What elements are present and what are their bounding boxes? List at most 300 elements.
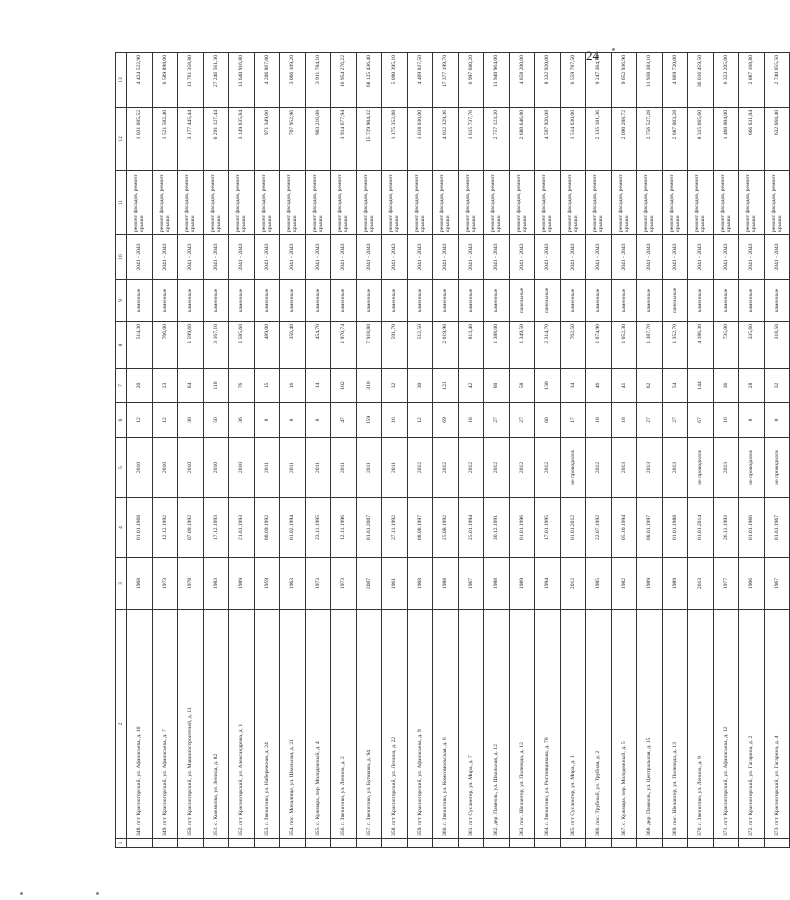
address-cell: 371. пгт Красногорский, ул. Афанасьева, д. 12	[713, 610, 739, 839]
commission-year-cell: 1961	[382, 558, 408, 610]
last-renovation-cell: 2011	[331, 438, 357, 498]
total-cost-cell: 5 090 395,10	[382, 53, 408, 108]
commission-year-cell: 1963	[280, 558, 306, 610]
total-cost-cell: 4 424 522,90	[127, 53, 153, 108]
commission-year-cell: 1959	[254, 558, 280, 610]
table-body	[127, 53, 790, 848]
wall-material-cell: каменные	[280, 280, 306, 322]
date-cell: 01.01.1967	[764, 498, 790, 558]
row-number-cell	[713, 839, 739, 848]
table-row	[127, 53, 153, 848]
date-cell: 22.07.1992	[586, 498, 612, 558]
work-type-cell: ремонт фасадов, ремонт крыши	[433, 171, 459, 235]
total-cost-cell: 9 052 936,90	[611, 53, 637, 108]
address-cell: 366. пос. Трубный, ул. Трубная, д. 2	[586, 610, 612, 839]
total-cost-cell: 3 911 784,10	[305, 53, 331, 108]
column-header: 10	[116, 235, 127, 280]
row-number-cell	[739, 839, 765, 848]
area-cell: 318,50	[764, 322, 790, 369]
last-renovation-cell: 2011	[254, 438, 280, 498]
work-type-cell: ремонт фасадов, ремонт крыши	[509, 171, 535, 235]
total-cost-cell: 13 640 916,80	[229, 53, 255, 108]
row-number-cell	[637, 839, 663, 848]
column-header: 9	[116, 280, 127, 322]
apartments-cell: 12	[127, 403, 153, 438]
wall-material-cell: каменные	[739, 280, 765, 322]
row-number-cell	[229, 839, 255, 848]
apartments-cell: 18	[611, 403, 637, 438]
date-cell: 25.08.1992	[433, 498, 459, 558]
last-renovation-cell: 2011	[280, 438, 306, 498]
last-renovation-cell: 2010	[178, 438, 204, 498]
row-number-cell	[280, 839, 306, 848]
work-type-cell: ремонт фасадов, ремонт крыши	[305, 171, 331, 235]
column-header: 3	[116, 558, 127, 610]
address-cell: 355. с. Кужмара, пер. Молодежный, д. 4	[305, 610, 331, 839]
commission-year-cell: 1982	[611, 558, 637, 610]
row-number-cell	[178, 839, 204, 848]
column-header: 8	[116, 322, 127, 369]
last-renovation-cell: 2011	[305, 438, 331, 498]
work-type-cell: ремонт фасадов, ремонт крыши	[152, 171, 178, 235]
cost-cell: 15 729 904,32	[356, 108, 382, 171]
work-type-cell: ремонт фасадов, ремонт крыши	[535, 171, 561, 235]
area-cell: 1 074,90	[586, 322, 612, 369]
residents-cell: 110	[203, 369, 229, 403]
wall-material-cell: каменные	[382, 280, 408, 322]
work-type-cell: ремонт фасадов, ремонт крыши	[203, 171, 229, 235]
area-cell: 762,50	[560, 322, 586, 369]
row-number-cell	[509, 839, 535, 848]
cost-cell: 4 012 329,36	[433, 108, 459, 171]
table-row	[203, 53, 229, 848]
row-number-cell	[764, 839, 790, 848]
work-type-cell: ремонт фасадов, ремонт крыши	[484, 171, 510, 235]
table-row	[535, 53, 561, 848]
residents-cell: 16	[280, 369, 306, 403]
wall-material-cell: каменные	[637, 280, 663, 322]
area-cell: 735,00	[713, 322, 739, 369]
wall-material-cell: каменные	[560, 280, 586, 322]
apartments-cell: 16	[713, 403, 739, 438]
residents-cell: 46	[586, 369, 612, 403]
residents-cell: 36	[713, 369, 739, 403]
address-cell: 370. г. Звенигово, ул. Ленина, д. 9	[688, 610, 714, 839]
wall-material-cell: каменные	[331, 280, 357, 322]
commission-year-cell: 1966	[739, 558, 765, 610]
repair-period-cell: 2041 - 2043	[535, 235, 561, 280]
cost-cell: 1 514 630,00	[560, 108, 586, 171]
commission-year-cell: 1989	[509, 558, 535, 610]
apartments-cell: 8	[739, 403, 765, 438]
area-cell: 1 352,70	[662, 322, 688, 369]
date-cell: 01.01.1988	[662, 498, 688, 558]
date-cell: 01.02.1994	[280, 498, 306, 558]
column-header: 1	[116, 839, 127, 848]
commission-year-cell: 1989	[229, 558, 255, 610]
area-cell: 1 052,30	[611, 322, 637, 369]
repair-period-cell: 2041 - 2043	[356, 235, 382, 280]
total-cost-cell: 9 247 364,70	[586, 53, 612, 108]
apartments-cell: 12	[407, 403, 433, 438]
residents-cell: 54	[662, 369, 688, 403]
last-renovation-cell: 2011	[382, 438, 408, 498]
page-number: 24	[586, 48, 599, 63]
apartments-cell: 8	[280, 403, 306, 438]
address-cell: 364. г. Звенигово, ул. Ростовщикова, д. 78	[535, 610, 561, 839]
area-cell: 1 970,74	[331, 322, 357, 369]
table-row	[662, 53, 688, 848]
address-cell: 359. пгт Красногорский, ул. Афанасьева, д. 9	[407, 610, 433, 839]
column-header: 5	[116, 438, 127, 498]
total-cost-cell: 6 323 205,00	[713, 53, 739, 108]
cost-cell: 2 680 646,80	[509, 108, 535, 171]
commission-year-cell: 1968	[127, 558, 153, 610]
wall-material-cell: каменные	[178, 280, 204, 322]
wall-material-cell: каменные	[688, 280, 714, 322]
row-number-cell	[305, 839, 331, 848]
address-cell: 357. г. Звенигово, ул. Бутякова, д. 94	[356, 610, 382, 839]
commission-year-cell: 1968	[407, 558, 433, 610]
work-type-cell: ремонт фасадов, ремонт крыши	[382, 171, 408, 235]
table-row	[331, 53, 357, 848]
apartments-cell: 27	[509, 403, 535, 438]
area-cell: 7 918,80	[356, 322, 382, 369]
work-type-cell: ремонт фасадов, ремонт крыши	[611, 171, 637, 235]
apartments-cell: 12	[152, 403, 178, 438]
apartments-cell: 18	[586, 403, 612, 438]
date-cell: 05.10.1994	[611, 498, 637, 558]
column-header: 6	[116, 403, 127, 438]
total-cost-cell: 11 940 964,00	[484, 53, 510, 108]
date-cell: 01.01.2012	[560, 498, 586, 558]
total-cost-cell: 3 066 109,20	[280, 53, 306, 108]
commission-year-cell: 1967	[764, 558, 790, 610]
last-renovation-cell: 2013	[662, 438, 688, 498]
cost-cell: 2 687 003,28	[662, 108, 688, 171]
row-number-cell	[203, 839, 229, 848]
work-type-cell: ремонт фасадов, ремонт крыши	[331, 171, 357, 235]
residents-cell: 76	[229, 369, 255, 403]
address-cell: 360. г. Звенигово, ул. Комсомольская, д. 6	[433, 610, 459, 839]
wall-material-cell: панельные	[535, 280, 561, 322]
last-renovation-cell: 2012	[458, 438, 484, 498]
area-cell: 489,00	[254, 322, 280, 369]
work-type-cell: ремонт фасадов, ремонт крыши	[280, 171, 306, 235]
repair-period-cell: 2041 - 2043	[764, 235, 790, 280]
repair-period-cell: 2041 - 2043	[509, 235, 535, 280]
cost-cell: 2 756 527,28	[637, 108, 663, 171]
date-cell: 01.01.2014	[688, 498, 714, 558]
apartments-cell: 27	[637, 403, 663, 438]
work-type-cell: ремонт фасадов, ремонт крыши	[458, 171, 484, 235]
address-cell: 356. г. Звенигово, ул. Ленина, д. 2	[331, 610, 357, 839]
cost-cell: 1 460 004,00	[713, 108, 739, 171]
cost-cell: 903 216,08	[305, 108, 331, 171]
area-cell: 335,60	[739, 322, 765, 369]
last-renovation-cell: 2013	[611, 438, 637, 498]
repair-period-cell: 2041 - 2043	[611, 235, 637, 280]
total-cost-cell: 4 206 867,00	[254, 53, 280, 108]
column-header: 4	[116, 498, 127, 558]
cost-cell: 1 615 737,76	[458, 108, 484, 171]
total-cost-cell: 6 997 680,20	[458, 53, 484, 108]
area-cell: 356,40	[280, 322, 306, 369]
date-cell: 23.11.1995	[305, 498, 331, 558]
wall-material-cell: каменные	[484, 280, 510, 322]
row-number-cell	[254, 839, 280, 848]
total-cost-cell: 8 332 920,00	[535, 53, 561, 108]
apartments-cell: 8	[254, 403, 280, 438]
area-cell: 4 186,30	[688, 322, 714, 369]
repair-period-cell: 2041 - 2043	[713, 235, 739, 280]
address-cell: 363. пос. Шелангер, ул. Полевода, д. 12	[509, 610, 535, 839]
apartments-cell: 30	[178, 403, 204, 438]
table-row	[178, 53, 204, 848]
apartments-cell: 27	[484, 403, 510, 438]
wall-material-cell: каменные	[127, 280, 153, 322]
date-cell: 25.01.1994	[458, 498, 484, 558]
apartments-cell: 67	[688, 403, 714, 438]
last-renovation-cell: 2010	[152, 438, 178, 498]
wall-material-cell: каменные	[713, 280, 739, 322]
last-renovation-cell: 2013	[637, 438, 663, 498]
area-cell: 2 314,70	[535, 322, 561, 369]
address-cell: 352. пгт Красногорский, ул. Александрова, д. 1	[229, 610, 255, 839]
residents-cell: 30	[407, 369, 433, 403]
date-cell: 12.11.1996	[331, 498, 357, 558]
apartments-cell: 60	[535, 403, 561, 438]
commission-year-cell: 1989	[637, 558, 663, 610]
commission-year-cell: 2013	[688, 558, 714, 610]
scan-speck	[612, 48, 615, 51]
housing-repair-table	[115, 52, 790, 848]
cost-cell: 666 631,84	[739, 108, 765, 171]
commission-year-cell: 1973	[331, 558, 357, 610]
header-row	[116, 53, 127, 848]
rotated-table-container	[115, 53, 783, 848]
table-row	[611, 53, 637, 848]
repair-period-cell: 2041 - 2043	[484, 235, 510, 280]
table-row	[637, 53, 663, 848]
repair-period-cell: 2041 - 2043	[331, 235, 357, 280]
date-cell: 30.12.1991	[484, 498, 510, 558]
repair-period-cell: 2041 - 2043	[407, 235, 433, 280]
table-row	[560, 53, 586, 848]
date-cell: 17.12.1993	[203, 498, 229, 558]
commission-year-cell: 1973	[305, 558, 331, 610]
table-row	[229, 53, 255, 848]
column-header: 11	[116, 171, 127, 235]
address-cell: 362. дер. Памеоль, ул. Школьная, д. 12	[484, 610, 510, 839]
date-cell: 01.01.2007	[356, 498, 382, 558]
cost-cell: 2 757 123,20	[484, 108, 510, 171]
cost-cell: 8 315 665,60	[688, 108, 714, 171]
apartments-cell: 16	[382, 403, 408, 438]
residents-cell: 15	[254, 369, 280, 403]
commission-year-cell: 1988	[484, 558, 510, 610]
commission-year-cell: 1983	[203, 558, 229, 610]
row-number-cell	[127, 839, 153, 848]
date-cell: 21.01.1993	[229, 498, 255, 558]
work-type-cell: ремонт фасадов, ремонт крыши	[407, 171, 433, 235]
repair-period-cell: 2041 - 2043	[586, 235, 612, 280]
last-renovation-cell: 2010	[127, 438, 153, 498]
wall-material-cell: каменные	[203, 280, 229, 322]
cost-cell: 707 952,96	[280, 108, 306, 171]
table-row	[739, 53, 765, 848]
row-number-cell	[356, 839, 382, 848]
row-number-cell	[331, 839, 357, 848]
repair-period-cell: 2041 - 2043	[229, 235, 255, 280]
repair-period-cell: 2041 - 2043	[662, 235, 688, 280]
wall-material-cell: каменные	[356, 280, 382, 322]
last-renovation-cell: не проводился	[688, 438, 714, 498]
repair-period-cell: 2041 - 2043	[152, 235, 178, 280]
scan-speck	[96, 892, 99, 895]
total-cost-cell: 4 869 720,00	[662, 53, 688, 108]
area-cell: 1 387,70	[637, 322, 663, 369]
work-type-cell: ремонт фасадов, ремонт крыши	[127, 171, 153, 235]
total-cost-cell: 16 954 276,22	[331, 53, 357, 108]
residents-cell: 28	[739, 369, 765, 403]
last-renovation-cell: не проводился	[560, 438, 586, 498]
apartments-cell: 159	[356, 403, 382, 438]
residents-cell: 62	[637, 369, 663, 403]
total-cost-cell: 6 559 787,50	[560, 53, 586, 108]
repair-period-cell: 2041 - 2043	[739, 235, 765, 280]
residents-cell: 42	[458, 369, 484, 403]
commission-year-cell: 2012	[560, 558, 586, 610]
residents-cell: 20	[127, 369, 153, 403]
row-number-cell	[484, 839, 510, 848]
repair-period-cell: 2041 - 2043	[127, 235, 153, 280]
cost-cell: 3 177 445,44	[178, 108, 204, 171]
cost-cell: 971 349,60	[254, 108, 280, 171]
table-row	[280, 53, 306, 848]
wall-material-cell: каменные	[586, 280, 612, 322]
residents-cell: 32	[764, 369, 790, 403]
last-renovation-cell: 2012	[509, 438, 535, 498]
column-header: 13	[116, 53, 127, 108]
date-cell: 08.08.1997	[407, 498, 433, 558]
row-number-cell	[662, 839, 688, 848]
area-cell: 514,30	[127, 322, 153, 369]
address-cell: 350. пгт Красногорский, ул. Машиностроителей, д. 11	[178, 610, 204, 839]
repair-period-cell: 2041 - 2043	[433, 235, 459, 280]
work-type-cell: ремонт фасадов, ремонт крыши	[637, 171, 663, 235]
address-cell: 349. пгт Красногорский, ул. Афанасьева, д. 7	[152, 610, 178, 839]
last-renovation-cell: не проводился	[739, 438, 765, 498]
total-cost-cell: 13 761 358,80	[178, 53, 204, 108]
apartments-cell: 18	[458, 403, 484, 438]
commission-year-cell: 1967	[458, 558, 484, 610]
repair-period-cell: 2041 - 2043	[178, 235, 204, 280]
wall-material-cell: панельные	[662, 280, 688, 322]
date-cell: 26.11.1993	[713, 498, 739, 558]
row-number-cell	[535, 839, 561, 848]
apartments-cell: 8	[764, 403, 790, 438]
last-renovation-cell: 2010	[203, 438, 229, 498]
residents-cell: 34	[560, 369, 586, 403]
total-cost-cell: 68 125 436,40	[356, 53, 382, 108]
table-row	[433, 53, 459, 848]
cost-cell: 1 031 605,52	[127, 108, 153, 171]
table-row	[458, 53, 484, 848]
total-cost-cell: 2 740 055,50	[764, 53, 790, 108]
total-cost-cell: 36 016 459,50	[688, 53, 714, 108]
area-cell: 3 167,10	[203, 322, 229, 369]
last-renovation-cell: 2012	[407, 438, 433, 498]
cost-cell: 3 914 677,94	[331, 108, 357, 171]
apartments-cell: 50	[203, 403, 229, 438]
commission-year-cell: 1988	[433, 558, 459, 610]
repair-period-cell: 2041 - 2043	[458, 235, 484, 280]
date-cell: 01.01.1968	[127, 498, 153, 558]
address-cell: 369. пос. Шелангер, ул. Полевода, д. 13	[662, 610, 688, 839]
commission-year-cell: 1994	[535, 558, 561, 610]
repair-period-cell: 2041 - 2043	[305, 235, 331, 280]
total-cost-cell: 6 589 898,00	[152, 53, 178, 108]
last-renovation-cell: 2012	[433, 438, 459, 498]
last-renovation-cell: 2010	[229, 438, 255, 498]
row-number-cell	[458, 839, 484, 848]
work-type-cell: ремонт фасадов, ремонт крыши	[662, 171, 688, 235]
area-cell: 2 019,90	[433, 322, 459, 369]
row-number-cell	[688, 839, 714, 848]
row-number-cell	[407, 839, 433, 848]
repair-period-cell: 2041 - 2043	[637, 235, 663, 280]
row-number-cell	[586, 839, 612, 848]
date-cell: 01.01.1996	[509, 498, 535, 558]
cost-cell: 2 135 181,36	[586, 108, 612, 171]
residents-cell: 41	[611, 369, 637, 403]
address-cell: 361. пгт Суслонгер, ул. Мира, д. 7	[458, 610, 484, 839]
table-row	[484, 53, 510, 848]
residents-cell: 144	[688, 369, 714, 403]
area-cell: 766,00	[152, 322, 178, 369]
commission-year-cell: 1989	[662, 558, 688, 610]
last-renovation-cell: 2011	[356, 438, 382, 498]
apartments-cell: 47	[331, 403, 357, 438]
repair-period-cell: 2041 - 2043	[203, 235, 229, 280]
wall-material-cell: каменные	[305, 280, 331, 322]
residents-cell: 121	[433, 369, 459, 403]
table-row	[305, 53, 331, 848]
row-number-cell	[152, 839, 178, 848]
scan-speck	[20, 892, 23, 895]
commission-year-cell: 1985	[586, 558, 612, 610]
residents-cell: 32	[382, 369, 408, 403]
wall-material-cell: каменные	[152, 280, 178, 322]
last-renovation-cell: не проводился	[764, 438, 790, 498]
apartments-cell: 69	[433, 403, 459, 438]
work-type-cell: ремонт фасадов, ремонт крыши	[688, 171, 714, 235]
column-header: 2	[116, 610, 127, 839]
date-cell: 08.01.1997	[637, 498, 663, 558]
table-row	[586, 53, 612, 848]
residents-cell: 102	[331, 369, 357, 403]
area-cell: 1 599,60	[178, 322, 204, 369]
last-renovation-cell: 2012	[484, 438, 510, 498]
work-type-cell: ремонт фасадов, ремонт крыши	[356, 171, 382, 235]
residents-cell: 64	[178, 369, 204, 403]
area-cell: 813,40	[458, 322, 484, 369]
work-type-cell: ремонт фасадов, ремонт крыши	[229, 171, 255, 235]
address-cell: 353. г. Звенигово, ул. Набережная, д. 24	[254, 610, 280, 839]
apartments-cell: 27	[662, 403, 688, 438]
row-number-cell	[433, 839, 459, 848]
